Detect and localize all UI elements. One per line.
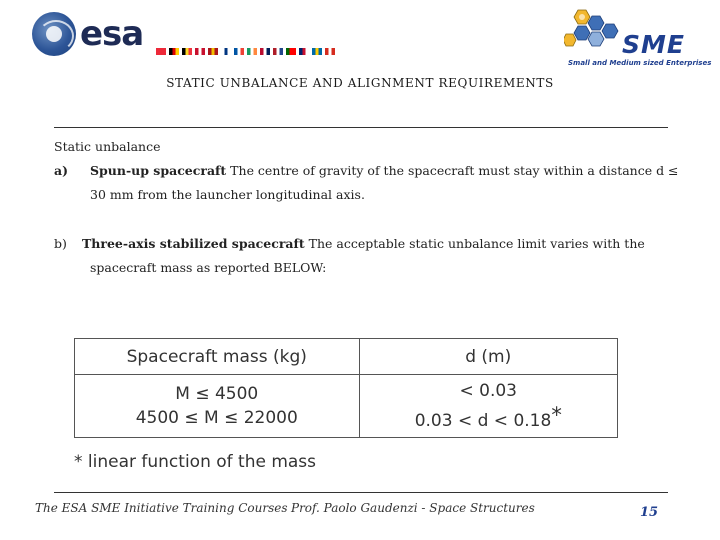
item-a-continuation: 30 mm from the launcher longitudinal axis. <box>90 187 365 202</box>
footer-course: The ESA SME Initiative Training Courses <box>35 501 288 515</box>
page-number: 15 <box>640 505 659 520</box>
flag-icon <box>156 48 166 55</box>
distance-limit-1: < 0.03 <box>459 381 517 401</box>
item-b-continuation: spacecraft mass as reported BELOW: <box>90 260 327 275</box>
member-flags <box>156 48 335 55</box>
distance-cell <box>359 375 617 438</box>
esa-wordmark: esa <box>80 14 144 54</box>
sme-logo <box>560 6 715 72</box>
flag-icon <box>273 48 283 55</box>
item-b-marker: b) <box>54 236 67 251</box>
flag-icon <box>195 48 205 55</box>
flag-icon <box>182 48 192 55</box>
flag-icon <box>299 48 309 55</box>
footer-author: Prof. Paolo Gaudenzi - Space Structures <box>291 501 535 515</box>
sme-wordmark: SME <box>622 30 685 59</box>
table-footnote: * linear function of the mass <box>74 452 317 472</box>
header-distance: d (m) <box>359 339 617 375</box>
flag-icon <box>286 48 296 55</box>
item-b-text: The acceptable static unbalance limit varies with the <box>304 236 645 251</box>
flag-icon <box>221 48 231 55</box>
mass-range-2: 4500 ≤ M ≤ 22000 <box>135 408 298 428</box>
mass-cell <box>75 375 360 438</box>
hexagon-cluster-icon <box>564 8 624 54</box>
flag-icon <box>325 48 335 55</box>
mass-range-1: M ≤ 4500 <box>175 384 259 404</box>
unbalance-requirements-table <box>74 338 618 438</box>
flag-icon <box>208 48 218 55</box>
page-title: STATIC UNBALANCE AND ALIGNMENT REQUIREMENTS <box>166 76 554 90</box>
distance-limit-2: 0.03 < d < 0.18 <box>414 411 552 431</box>
table-row <box>75 375 618 438</box>
sme-tagline: Small and Medium sized Enterprises <box>568 59 712 67</box>
esa-globe-icon <box>32 12 76 56</box>
item-a-marker: a) <box>54 163 69 178</box>
flag-icon <box>312 48 322 55</box>
section-heading: Static unbalance <box>54 139 161 154</box>
flag-icon <box>260 48 270 55</box>
top-divider <box>54 127 668 128</box>
item-a-text: The centre of gravity of the spacecraft must stay within a distance d ≤ <box>226 163 679 178</box>
flag-icon <box>247 48 257 55</box>
footer-divider <box>54 492 668 493</box>
item-a-first-line <box>90 163 679 178</box>
item-b-term: Three-axis stabilized spacecraft <box>82 236 305 251</box>
flag-icon <box>234 48 244 55</box>
esa-logo <box>30 10 390 62</box>
table-header-row <box>75 339 618 375</box>
footnote-star: * <box>551 403 562 427</box>
item-b-first-line <box>82 236 645 251</box>
header-mass: Spacecraft mass (kg) <box>75 339 360 375</box>
flag-icon <box>169 48 179 55</box>
item-a-term: Spun-up spacecraft <box>90 163 227 178</box>
